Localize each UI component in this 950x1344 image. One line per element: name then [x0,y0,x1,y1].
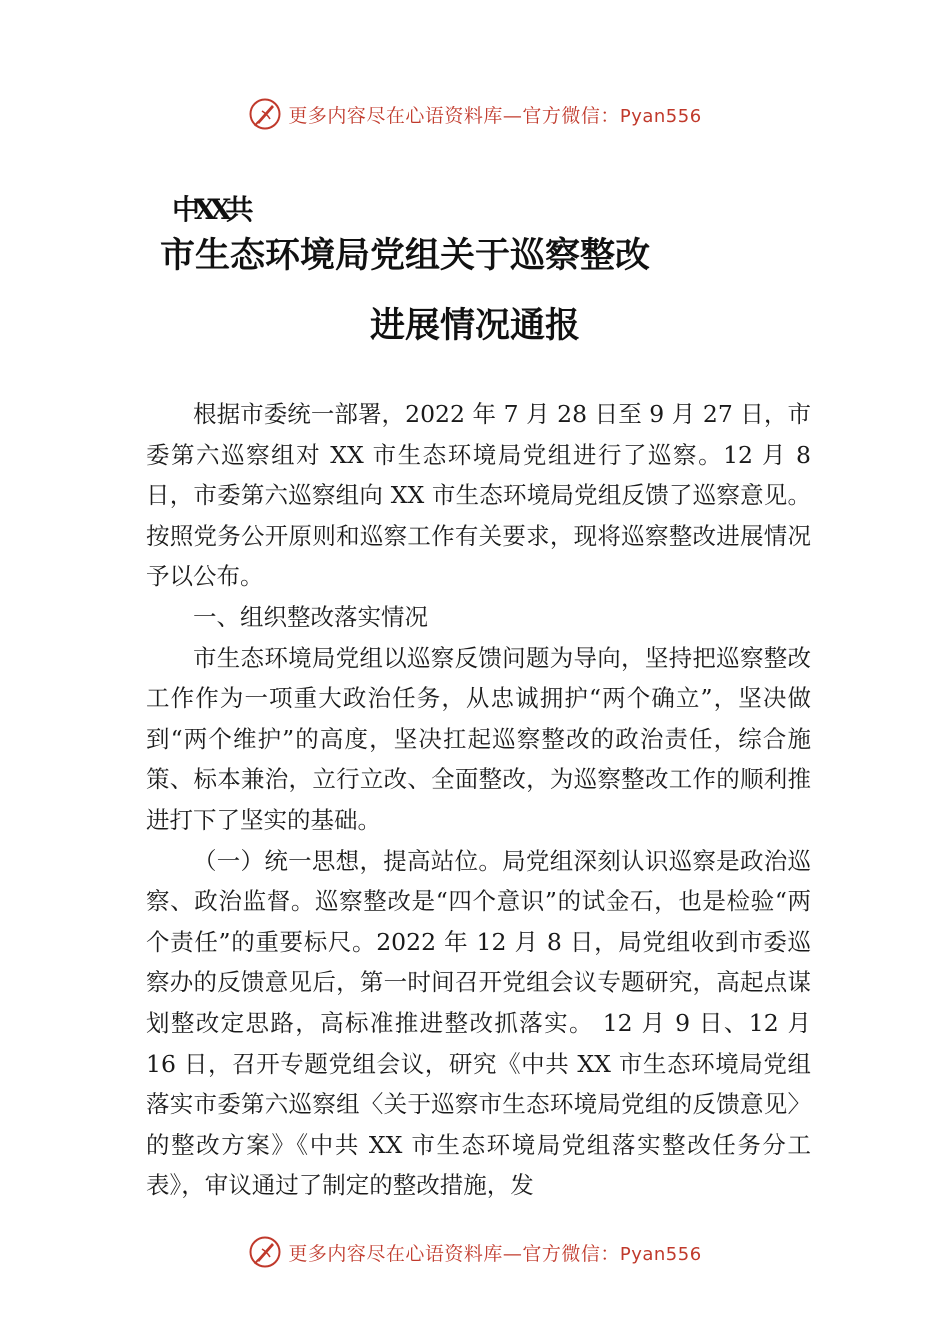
footer-banner [0,1232,950,1272]
quill-seal-icon [248,1235,282,1269]
section-heading-1: 一、组织整改落实情况 [193,602,428,631]
paragraph-section-1: 市生态环境局党组以巡察反馈问题为导向，坚持把巡察整改工作作为一项重大政治任务，从忠诚拥护“两个确立”，坚决做到“两个维护”的高度，坚决扛起巡察整改的政治责任，综合施策、标本兼治，立行立改、全面整改，为巡察整改工作的顺利推进打下了坚实的基础。 [146,643,811,834]
banner-text-cn: 更多内容尽在心语资料库—官方微信： [288,1242,620,1265]
document-corner-mark: 中XX共 [172,193,248,226]
document-title-line-2: 进展情况通报 [370,305,581,346]
banner-text [288,101,701,128]
document-title-line-1: 市生态环境局党组关于巡察整改 [160,235,651,276]
banner-text-wechat-id: Pyan556 [619,105,702,127]
banner-text-wechat-id: Pyan556 [619,1243,702,1265]
banner-text [288,1239,701,1266]
header-banner [0,94,950,134]
paragraph-subsection-1: （一）统一思想，提高站位。局党组深刻认识巡察是政治巡察、政治监督。巡察整改是“四个意识”的试金石，也是检验“两个责任”的重要标尺。2022 年 12 月 8 日，局党组收到市委巡察办的反馈意见后，第一时间召开党组会议专题研究，高起点谋划整改定思路，高标准推进整改抓落实。 12 月 9 日、12 月 16 日，召开专题党组会议，研究《中共 XX 市生态环境局党组落实市委第六巡察组〈关于巡察市生态环境局党组的反馈意见〉的整改方案》《中共 XX 市生态环境局党组落实整改任务分工表》，审议通过了制定的整改措施，发 [146,846,811,1200]
document-body [146,394,811,1206]
banner-text-cn: 更多内容尽在心语资料库—官方微信： [288,104,620,127]
paragraph-intro: 根据市委统一部署，2022 年 7 月 28 日至 9 月 27 日，市委第六巡察组对 XX 市生态环境局党组进行了巡察。12 月 8 日，市委第六巡察组向 XX 市生态环境局党组反馈了巡察意见。按照党务公开原则和巡察工作有关要求，现将巡察整改进展情况予以公布。 [146,400,811,591]
quill-seal-icon [248,97,282,131]
